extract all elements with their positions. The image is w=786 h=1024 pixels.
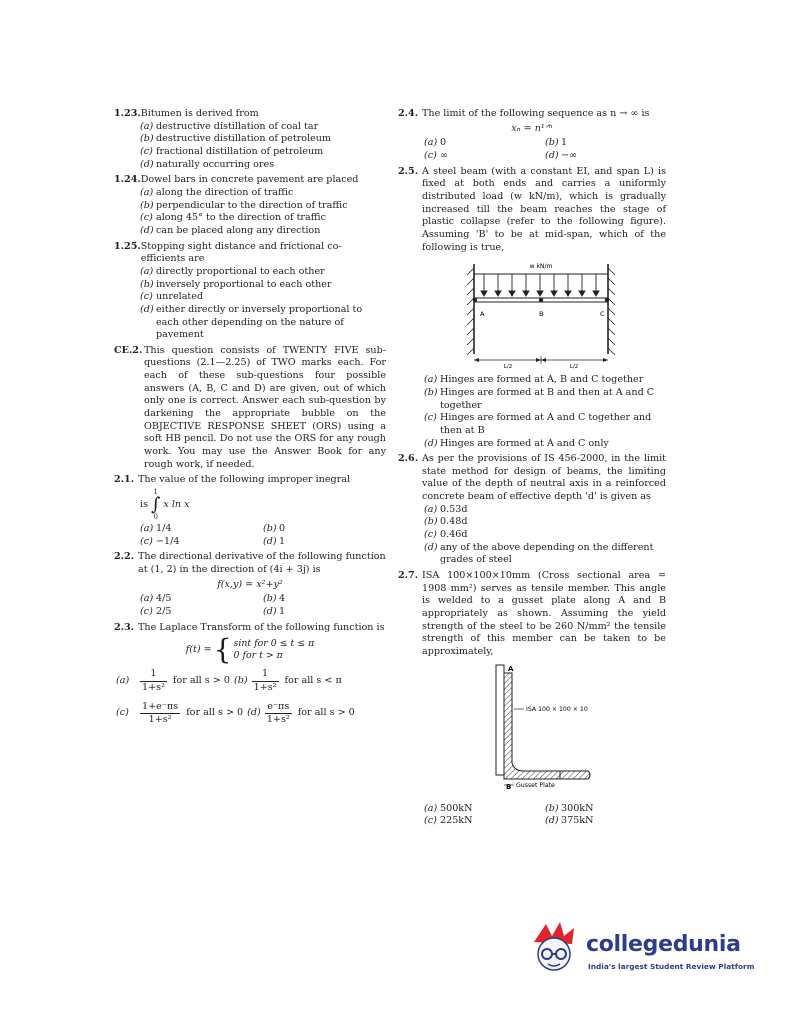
option-label: (d) — [424, 541, 438, 553]
question-text: The value of the following improper inegral — [138, 474, 351, 486]
option-label: (a) — [424, 503, 438, 515]
question-number: 2.6. — [398, 453, 419, 465]
option-label: (b) — [140, 199, 154, 211]
integral-sign-icon: ∫ — [151, 494, 161, 516]
option-text: 0.46d — [440, 529, 468, 541]
option-text: Hinges are formed at B and then at A and C together — [440, 386, 655, 411]
option-d — [263, 536, 386, 549]
option-label: (a) — [424, 802, 438, 814]
ft-label: f(t) = — [185, 643, 212, 655]
question-text: A steel beam (with a constant EI, and span L) is fixed at both ends and carries a uniformly distributed load (w kN/m), which is gradually increased till the beam reaches the stage of plastic collapse (refer to the following figure). Assuming 'B' to be at mid-span, which of the following is true, — [422, 165, 666, 253]
option-a — [140, 523, 263, 536]
angle-gusset-diagram — [468, 663, 668, 799]
hinge-c-marker — [605, 298, 609, 302]
point-c-label: C — [600, 310, 605, 319]
denominator: 1+s² — [266, 714, 290, 726]
options-grid — [398, 137, 666, 162]
option-text: 4 — [279, 593, 286, 605]
question-number: 1.23. — [114, 108, 141, 119]
point-b-label: B — [539, 310, 544, 319]
option-label: (c) — [424, 149, 437, 161]
option-c — [424, 150, 545, 163]
option-text: Hinges are formed at A and C only — [440, 437, 609, 449]
option-a — [424, 803, 545, 816]
option-text: 2/5 — [156, 605, 172, 617]
isa-label: ISA 100 × 100 × 10 — [526, 705, 588, 713]
section-text: This question consists of TWENTY FIVE sub-questions (2.1—2.25) of TWO marks each. For each of these sub-questions four possible answers (A, B, C and D) are given, out of which only one is correct. Answer each sub-question by darkening the appropriate bubble on the OBJECTIVE RESPONSE SHEET (ORS) using a soft HB pencil. Do not use the ORS for any rough work. You may use the Answer Book for any rough work, if needed. — [144, 344, 386, 470]
option-text: ∞ — [440, 149, 448, 161]
option-text: 1 — [561, 137, 568, 149]
numerator: 1 — [140, 668, 167, 682]
span-label-1: L/2 — [503, 364, 513, 371]
option-label: (b) — [424, 386, 438, 398]
denominator: 1+s² — [142, 681, 165, 693]
question-text: As per the provisions of IS 456-2000, in the limit state method for design of beams, the limiting value of the depth of neutral axis in a reinforced concrete beam of effective depth 'd' is given as — [422, 453, 666, 503]
load-label: w kN/m — [529, 263, 553, 271]
piecewise-function — [114, 633, 386, 667]
option-b — [545, 137, 666, 150]
option-label: (d) — [140, 224, 154, 236]
option-d — [545, 150, 666, 163]
section-ce2-instructions — [114, 345, 386, 472]
option-b — [398, 387, 666, 412]
question-2-3 — [114, 622, 386, 727]
option-d — [398, 542, 666, 567]
option-label: (d) — [424, 437, 438, 449]
option-label: (d) — [263, 535, 277, 547]
option-c — [140, 606, 263, 619]
case-2: 0 for t > π — [233, 650, 283, 662]
option-text: along 45° to the direction of traffic — [156, 212, 326, 224]
right-support-hatch — [608, 268, 615, 355]
integrand: x ln x — [163, 498, 190, 510]
brand-tagline: India's largest Student Review Platform — [588, 962, 755, 971]
is-label: is — [140, 498, 148, 510]
option-text: 225kN — [440, 815, 473, 827]
option-d — [263, 606, 386, 619]
question-text: ISA 100×100×10mm (Cross sectional area = 1908 mm²) serves as tensile member. This angle is welded to a gusset plate along A and B appropriately as shown. Assuming the yield strength of the steel to be 260 N/mm² the tensile strength of this member can be taken to be approximately, — [422, 570, 666, 657]
option-label: (c) — [424, 412, 437, 424]
option-text: 0 — [440, 137, 447, 149]
option-label: (b) — [424, 516, 438, 528]
question-2-5 — [398, 166, 666, 451]
gusset-label: Gusset Plate — [516, 781, 555, 789]
question-number: 2.5. — [398, 165, 419, 177]
option-c-condition: for all s > 0 — [186, 707, 244, 719]
option-label: (a) — [140, 265, 154, 277]
question-number: 2.3. — [114, 621, 135, 633]
integral-upper-limit: 1 — [153, 488, 158, 497]
question-number: 1.25. — [114, 240, 141, 252]
option-c-label: (c) — [116, 707, 129, 719]
udl-arrows — [481, 274, 599, 296]
option-text: can be placed along any direction — [156, 224, 321, 236]
numerator: 1 — [252, 668, 279, 682]
question-2-6 — [398, 453, 666, 567]
option-c-fraction — [140, 701, 180, 727]
left-support-hatch — [467, 268, 474, 355]
gusset-plate-edge — [496, 665, 504, 775]
integral-lower-limit: 0 — [153, 513, 158, 522]
angle-leg-tip — [560, 771, 590, 779]
option-label: (b) — [263, 523, 277, 535]
option-b-label: (b) — [233, 675, 248, 687]
option-d — [114, 159, 386, 172]
option-label: (a) — [140, 186, 154, 198]
option-text: 0.48d — [440, 516, 468, 528]
option-d — [545, 815, 666, 828]
option-text: 0 — [279, 523, 286, 535]
question-2-7 — [398, 570, 666, 828]
option-a-label: (a) — [116, 675, 130, 687]
option-d-condition: for all s > 0 — [297, 707, 355, 719]
left-brace-icon: { — [213, 633, 232, 667]
options-row-2 — [114, 701, 386, 727]
option-text: either directly or inversely proportional to each other depending on the nature of pavement — [156, 303, 363, 341]
question-number: 1.24. — [114, 174, 141, 186]
option-a-condition: for all s > 0 — [172, 675, 230, 687]
question-text: Bitumen is derived from — [140, 108, 259, 119]
option-b — [398, 516, 666, 529]
angle-section — [504, 673, 560, 779]
cases — [234, 638, 315, 663]
option-b — [263, 523, 386, 536]
option-text: 375kN — [561, 815, 594, 827]
option-label: (b) — [263, 593, 277, 605]
option-text: −∞ — [561, 149, 578, 161]
function-formula: f(x,y) = x²+y² — [217, 578, 283, 590]
point-a-label: A — [480, 310, 485, 319]
question-1-24 — [114, 174, 386, 237]
option-b-fraction — [252, 668, 279, 694]
option-text: 1 — [279, 605, 286, 617]
option-d — [114, 304, 386, 342]
option-label: (d) — [140, 158, 154, 170]
question-text: The limit of the following sequence as n → ∞ is — [422, 108, 650, 119]
option-c — [424, 815, 545, 828]
denominator: 1+s² — [253, 681, 277, 693]
option-b — [545, 803, 666, 816]
brand-name: collegedunia — [586, 932, 741, 957]
numerator: 1+e⁻πs — [140, 701, 180, 715]
sequence-formula: xₙ = n¹ᐟⁿ — [511, 122, 553, 134]
option-label: (a) — [424, 374, 438, 386]
option-text: unrelated — [156, 291, 204, 303]
option-text: directly proportional to each other — [156, 265, 325, 277]
option-text: along the direction of traffic — [156, 186, 294, 198]
option-c — [114, 146, 386, 159]
option-label: (a) — [424, 137, 438, 149]
option-text: −1/4 — [156, 535, 180, 547]
denominator: 1+s² — [148, 714, 172, 726]
option-a — [114, 266, 386, 279]
question-text: The Laplace Transform of the following function is — [138, 621, 385, 633]
option-text: 500kN — [440, 802, 473, 814]
hinge-a-marker — [473, 298, 477, 302]
option-label: (b) — [545, 137, 559, 149]
option-a — [398, 504, 666, 517]
option-d — [114, 225, 386, 238]
section-number: CE.2. — [114, 344, 143, 356]
span-label-2: L/2 — [569, 364, 579, 371]
option-label: (d) — [140, 303, 154, 315]
option-b — [114, 279, 386, 292]
option-text: perpendicular to the direction of traffic — [156, 199, 348, 211]
option-text: inversely proportional to each other — [156, 278, 332, 290]
option-label: (c) — [140, 212, 153, 224]
option-label: (b) — [140, 133, 154, 145]
option-a — [114, 187, 386, 200]
option-c — [140, 536, 263, 549]
collegedunia-watermark — [526, 920, 762, 988]
question-number: 2.7. — [398, 570, 419, 582]
weld-a-label: A — [508, 664, 514, 673]
option-c — [114, 212, 386, 225]
case-1: sint for 0 ≤ t ≤ π — [233, 637, 315, 649]
option-d-fraction — [265, 701, 292, 727]
option-label: (c) — [424, 815, 437, 827]
option-b — [114, 200, 386, 213]
options-grid — [114, 523, 386, 548]
left-column — [114, 108, 386, 730]
option-text: any of the above depending on the different grades of steel — [440, 541, 654, 566]
integral-formula — [114, 489, 386, 521]
option-text: Hinges are formed at A, B and C together — [440, 374, 644, 386]
option-label: (c) — [424, 529, 437, 541]
question-2-1 — [114, 474, 386, 548]
option-a — [424, 137, 545, 150]
option-text: naturally occurring ores — [156, 158, 275, 170]
option-text: 300kN — [561, 802, 594, 814]
option-label: (a) — [140, 593, 154, 605]
question-text: Dowel bars in concrete pavement are placed — [140, 174, 359, 186]
option-label: (d) — [263, 605, 277, 617]
option-c — [114, 291, 386, 304]
option-a-fraction — [140, 668, 167, 694]
beam-diagram — [458, 258, 628, 370]
option-text: 1 — [279, 535, 286, 547]
option-text: 0.53d — [440, 503, 468, 515]
option-a — [398, 374, 666, 387]
option-d — [398, 438, 666, 451]
option-label: (a) — [140, 523, 154, 535]
question-1-23 — [114, 108, 386, 171]
question-2-4 — [398, 108, 666, 163]
option-c — [398, 412, 666, 437]
right-column — [398, 108, 666, 831]
option-label: (d) — [545, 815, 559, 827]
question-number: 2.4. — [398, 108, 419, 119]
question-text: Stopping sight distance and frictional co-efficients are — [140, 240, 342, 265]
option-label: (c) — [140, 291, 153, 303]
option-a — [114, 121, 386, 134]
question-2-2 — [114, 551, 386, 618]
numerator: e⁻πs — [265, 701, 292, 715]
option-b — [114, 133, 386, 146]
option-b-condition: for all s < π — [284, 675, 342, 687]
weld-b-label: B — [506, 782, 512, 791]
mascot-icon — [526, 920, 584, 986]
option-d-label: (d) — [247, 707, 261, 719]
option-c — [398, 529, 666, 542]
option-b — [263, 593, 386, 606]
option-text: 4/5 — [156, 593, 172, 605]
option-label: (b) — [545, 802, 559, 814]
option-text: 1/4 — [156, 523, 172, 535]
option-text: Hinges are formed at A and C together and then at B — [440, 412, 652, 436]
options-grid — [114, 593, 386, 618]
option-label: (c) — [140, 535, 153, 547]
options-row-1 — [114, 668, 386, 694]
option-label: (c) — [140, 145, 153, 157]
option-text: destructive distillation of coal tar — [156, 120, 319, 132]
option-label: (b) — [140, 278, 154, 290]
options-grid — [398, 803, 666, 828]
question-number: 2.1. — [114, 474, 135, 486]
fixed-beam-figure — [398, 258, 666, 370]
option-text: destructive distillation of petroleum — [156, 133, 332, 145]
option-label: (c) — [140, 605, 153, 617]
question-1-25 — [114, 241, 386, 342]
angle-gusset-figure — [398, 663, 666, 799]
option-text: fractional distillation of petroleum — [156, 145, 324, 157]
option-a — [140, 593, 263, 606]
option-label: (a) — [140, 120, 154, 132]
question-text: The directional derivative of the following function at (1, 2) in the direction of (4i + 3j) is — [138, 551, 386, 575]
question-number: 2.2. — [114, 551, 135, 563]
hinge-b-marker — [539, 298, 543, 302]
option-label: (d) — [545, 149, 559, 161]
